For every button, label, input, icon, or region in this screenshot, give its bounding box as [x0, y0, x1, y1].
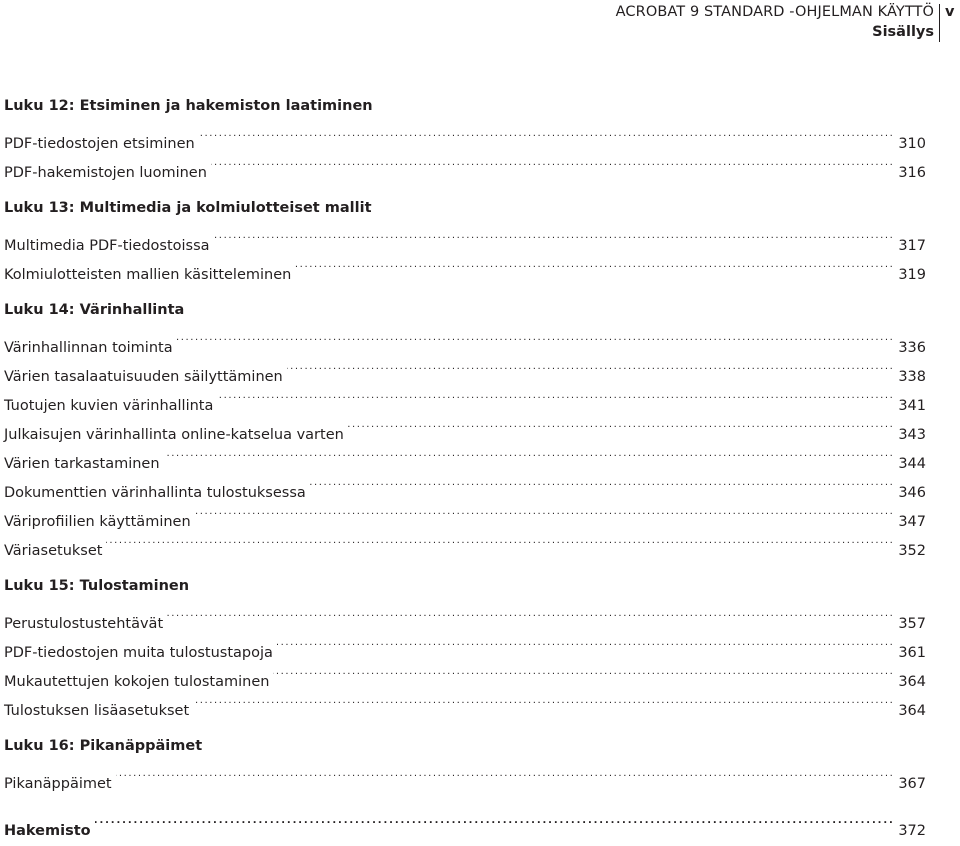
toc-entry-label: PDF-tiedostojen etsiminen [4, 136, 195, 152]
toc-entry[interactable] [4, 221, 926, 254]
toc-entry-label: Pikanäppäimet [4, 776, 112, 792]
toc-entry-label: PDF-tiedostojen muita tulostustapoja [4, 645, 273, 661]
chapter-13 [4, 195, 926, 283]
dot-leader [106, 526, 892, 555]
toc-entry-page: 367 [898, 776, 926, 792]
toc-entry-label: Kolmiulotteisten mallien käsitteleminen [4, 267, 292, 283]
index-label: Hakemisto [4, 823, 91, 839]
dot-leader [199, 119, 892, 148]
toc-entry[interactable] [4, 323, 926, 356]
header-divider [939, 4, 940, 42]
dot-leader [116, 759, 892, 788]
toc-entry-label: Julkaisujen värinhallinta online-katselua varten [4, 427, 344, 443]
document-title: ACROBAT 9 STANDARD -OHJELMAN KÄYTTÖ [615, 4, 934, 20]
toc-entry[interactable] [4, 599, 926, 632]
dot-leader [287, 352, 892, 381]
toc-entry-page: 357 [898, 616, 926, 632]
toc-entry-label: Tulostuksen lisäasetukset [4, 703, 190, 719]
chapter-12 [4, 93, 926, 181]
toc-entry-label: PDF-hakemistojen luominen [4, 165, 207, 181]
toc-entry[interactable] [4, 119, 926, 152]
dot-leader [217, 381, 892, 410]
toc-entry-page: 319 [898, 267, 926, 283]
chapter-16 [4, 733, 926, 792]
toc-entry-page: 338 [898, 369, 926, 385]
dot-leader [211, 148, 892, 177]
toc-entry-label: Värien tasalaatuisuuden säilyttäminen [4, 369, 283, 385]
dot-leader [164, 439, 892, 468]
toc-entry-page: 364 [898, 674, 926, 690]
table-of-contents [4, 93, 926, 839]
section-name: Sisällys [872, 24, 934, 40]
page-number: v [945, 4, 955, 20]
toc-entry-label: Värien tarkastaminen [4, 456, 160, 472]
toc-entry-label: Dokumenttien värinhallinta tulostuksessa [4, 485, 306, 501]
dot-leader [310, 468, 892, 497]
toc-entry-page: 317 [898, 238, 926, 254]
toc-entry-page: 316 [898, 165, 926, 181]
index-page: 372 [898, 823, 926, 839]
header-text [616, 2, 934, 42]
chapter-title[interactable]: Luku 12: Etsiminen ja hakemiston laatiminen [4, 98, 373, 114]
chapter-15 [4, 573, 926, 719]
dot-leader [273, 657, 892, 686]
toc-entry-page: 347 [898, 514, 926, 530]
dot-leader [195, 497, 892, 526]
toc-entry-label: Tuotujen kuvien värinhallinta [4, 398, 214, 414]
dot-leader [277, 628, 892, 657]
dot-leader [295, 250, 892, 279]
page-header [0, 0, 960, 46]
dot-leader [167, 599, 892, 628]
dot-leader [348, 410, 892, 439]
toc-entry-page: 344 [898, 456, 926, 472]
toc-entry-page: 352 [898, 543, 926, 559]
chapter-title[interactable]: Luku 13: Multimedia ja kolmiulotteiset mallit [4, 200, 372, 216]
toc-entry-page: 364 [898, 703, 926, 719]
toc-entry[interactable] [4, 526, 926, 559]
toc-entry[interactable] [4, 759, 926, 792]
toc-entry-label: Multimedia PDF-tiedostoissa [4, 238, 210, 254]
chapter-14 [4, 297, 926, 559]
toc-entry-label: Mukautettujen kokojen tulostaminen [4, 674, 270, 690]
dot-leader [214, 221, 892, 250]
toc-entry-page: 346 [898, 485, 926, 501]
toc-entry-label: Värinhallinnan toiminta [4, 340, 173, 356]
dot-leader [177, 323, 892, 352]
toc-entry-page: 336 [898, 340, 926, 356]
chapter-title[interactable]: Luku 16: Pikanäppäimet [4, 738, 203, 754]
toc-entry-page: 343 [898, 427, 926, 443]
chapter-title[interactable]: Luku 15: Tulostaminen [4, 578, 190, 594]
toc-entry-label: Väriprofiilien käyttäminen [4, 514, 191, 530]
dot-leader [193, 686, 892, 715]
chapter-title[interactable]: Luku 14: Värinhallinta [4, 302, 185, 318]
toc-entry-page: 361 [898, 645, 926, 661]
toc-entry-label: Väriasetukset [4, 543, 103, 559]
toc-entry-page: 310 [898, 136, 926, 152]
toc-entry-page: 341 [898, 398, 926, 414]
toc-entry-label: Perustulostustehtävät [4, 616, 164, 632]
